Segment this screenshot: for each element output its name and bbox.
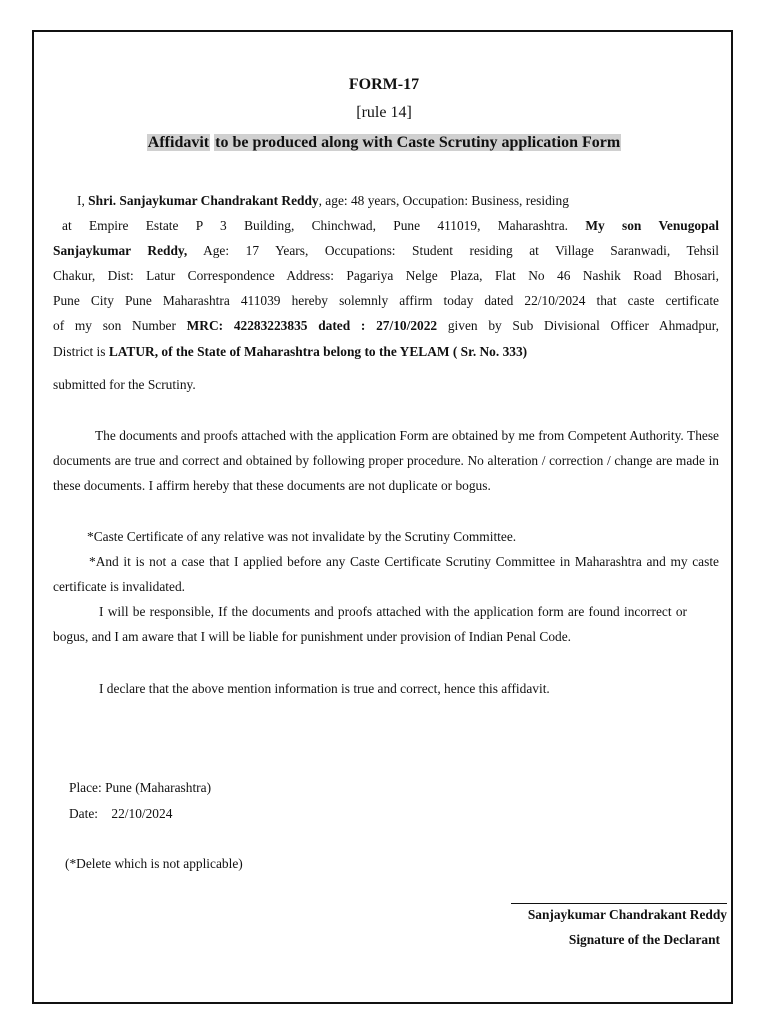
- subtitle-rest: to be produced along with Caste Scrutiny application Form: [215, 134, 621, 151]
- form-subtitle: [0, 134, 768, 152]
- signature-caption: Signature of the Declarant: [568, 932, 720, 947]
- intro-line-6: of my son Number MRC: 42283223835 dated : 27/10/2022 given by Sub Divisional Officer Ahmadpur,: [53, 318, 719, 333]
- intro-line-7: District is LATUR, of the State of Maharashtra belong to the YELAM ( Sr. No. 333): [53, 344, 528, 359]
- certificate-number: MRC: 42283223835 dated : 27/10/2022: [186, 318, 438, 333]
- form-rule: [rule 14]: [356, 104, 412, 121]
- intro-line-5: Pune City Pune Maharashtra 411039 hereby solemnly affirm today dated 22/10/2024 that caste certificate: [53, 293, 719, 308]
- clause-2: *And it is not a case that I applied before any Caste Certificate Scrutiny Committee in Maharashtra and my caste certificate is invalidated.: [53, 554, 719, 595]
- intro-line-2: at Empire Estate P 3 Building, Chinchwad, Pune 411019, Maharashtra. My son Venugopal: [62, 218, 719, 233]
- signatory-name: Sanjaykumar Chandrakant Reddy: [527, 907, 727, 922]
- intro-line-4: Chakur, Dist: Latur Correspondence Address: Pagariya Nelge Plaza, Flat No 46 Nashik Road Bhosari,: [53, 268, 719, 283]
- place-line: Place: Pune (Maharashtra): [69, 780, 212, 795]
- documents-paragraph: The documents and proofs attached with the application Form are obtained by me from Competent Authority. These documents are true and correct and obtained by following proper procedure. No alteration / correction / change are made in these documents. I affirm hereby that these documents are not duplicate or bogus.: [53, 428, 719, 494]
- intro-line-3: Sanjaykumar Reddy, Age: 17 Years, Occupations: Student residing at Village Saranwadi, Tehsil: [53, 243, 719, 258]
- declarant-name: Shri. Sanjaykumar Chandrakant Reddy: [88, 193, 319, 208]
- responsible-paragraph: I will be responsible, If the documents and proofs attached with the application form are found incorrect or bogus, and I am aware that I will be liable for punishment under provision of Indian Penal Code.: [53, 604, 687, 645]
- date-line: [69, 801, 172, 826]
- intro-line-8: submitted for the Scrutiny.: [53, 377, 196, 392]
- intro-line-1: I, Shri. Sanjaykumar Chandrakant Reddy, age: 48 years, Occupation: Business, residing: [77, 193, 569, 208]
- date-value: 22/10/2024: [111, 806, 173, 821]
- form-title: FORM-17: [348, 76, 420, 93]
- date-label: Date:: [69, 806, 98, 821]
- subtitle-affidavit: Affidavit: [147, 134, 210, 151]
- clause-1: *Caste Certificate of any relative was not invalidate by the Scrutiny Committee.: [87, 529, 517, 544]
- declaration-line: I declare that the above mention information is true and correct, hence this affidavit.: [99, 681, 550, 696]
- applicability-note: (*Delete which is not applicable): [65, 856, 243, 871]
